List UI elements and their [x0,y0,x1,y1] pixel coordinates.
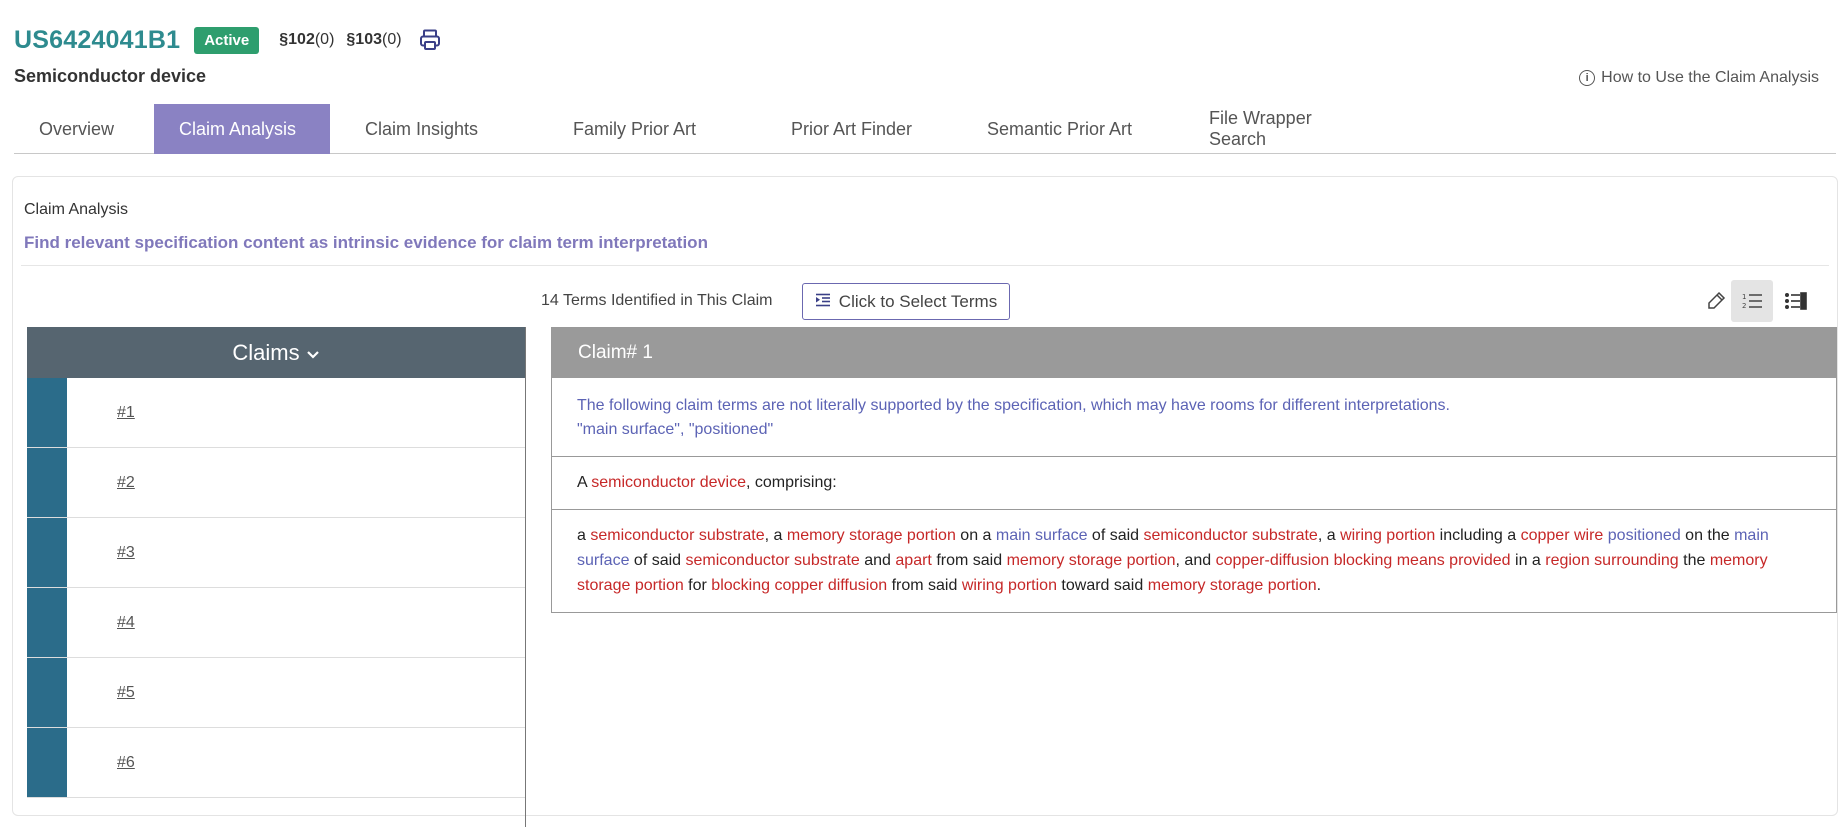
chevron-down-icon [306,340,320,366]
claim-list-item[interactable] [27,378,525,448]
claim-text: of said [1087,527,1144,544]
claim-text: , a [764,527,787,544]
claim-text: including a [1435,527,1521,544]
claim-text: . [1316,577,1322,594]
claim-preamble [552,457,1836,510]
claim-strip [27,728,67,797]
patent-id: US6424041B1 [14,25,181,54]
tab-semantic-prior-art[interactable]: Semantic Prior Art [987,118,1133,139]
claim-text: and [859,552,896,569]
claim-text: on a [955,527,996,544]
sec102-label: §102 [279,31,315,48]
claim-term[interactable]: semiconductor substrate [590,527,765,544]
claim-text: in a [1510,552,1546,569]
select-terms-label: Click to Select Terms [838,291,998,311]
patent-header [14,20,442,60]
sec102-count: (0) [314,31,335,48]
how-to-link[interactable] [1579,69,1819,87]
claim-term[interactable]: memory storage portion [1006,552,1176,569]
claim-text: from said [887,577,962,594]
claim-term[interactable]: memory storage portion [1147,577,1317,594]
claim-text: , a [1317,527,1341,544]
claim-text: toward said [1056,577,1148,594]
claim-link[interactable]: #6 [117,753,135,771]
how-to-label: How to Use the Claim Analysis [1601,69,1819,86]
sec102-indicator[interactable] [279,31,334,49]
claim-list-item[interactable] [27,588,525,658]
claim-analysis-panel [12,176,1838,816]
claims-sidebar [27,327,526,827]
claim-text: a [577,527,591,544]
claim-text: from said [931,552,1007,569]
claim-text: on the [1680,527,1735,544]
claim-term[interactable]: wiring portion [1340,527,1436,544]
claim-term[interactable]: main surface [995,527,1088,544]
tab-family-prior-art[interactable]: Family Prior Art [573,118,697,139]
claim-term[interactable]: memory storage portion [786,527,956,544]
claim-term[interactable]: main surface [577,527,1769,569]
claim-strip [27,658,67,727]
claim-term[interactable]: positioned [1607,527,1681,544]
sec103-count: (0) [382,31,402,48]
numbered-list-icon[interactable] [1731,280,1773,322]
claim-text: , and [1175,552,1216,569]
claim-term[interactable]: region surrounding [1545,552,1679,569]
unsupported-terms-note [552,378,1836,457]
claim-link[interactable]: #5 [117,683,135,701]
patent-title: Semiconductor device [14,66,207,86]
tab-claim-insights[interactable]: Claim Insights [365,118,479,139]
claim-term[interactable]: blocking copper diffusion [711,577,888,594]
svg-text:1: 1 [1742,293,1747,301]
claims-dropdown[interactable] [27,327,525,378]
select-terms-button[interactable] [802,283,1010,320]
panel-subtitle: Find relevant specification content as intrinsic evidence for claim term interpretation [24,233,708,252]
select-terms-icon [815,292,831,312]
claim-text: A [577,474,592,491]
claim-term[interactable]: semiconductor substrate [1143,527,1318,544]
claim-link[interactable]: #2 [117,473,135,491]
status-badge: Active [194,27,259,54]
tab-prior-art-finder[interactable]: Prior Art Finder [791,118,913,139]
claim-term[interactable]: apart [895,552,932,569]
bulleted-list-icon[interactable] [1775,280,1817,322]
unsupported-note-text: The following claim terms are not literally supported by the specification, which may have rooms for different interpretations. [577,397,1450,414]
tab-bar [14,104,1836,154]
claim-strip [27,588,67,657]
unsupported-terms-list: "main surface", "positioned" [577,421,774,438]
claim-link[interactable]: #3 [117,543,135,561]
claim-list-item[interactable] [27,518,525,588]
claim-text: of said [629,552,686,569]
claim-term[interactable]: copper-diffusion blocking means provided [1215,552,1511,569]
claim-strip [27,378,67,447]
tab-claim-analysis[interactable]: Claim Analysis [154,104,330,154]
claim-text: , comprising: [745,474,837,491]
svg-text:2: 2 [1742,302,1747,310]
panel-divider [21,265,1829,266]
claim-link[interactable]: #4 [117,613,135,631]
sec103-indicator[interactable] [346,31,401,49]
panel-title: Claim Analysis [24,201,129,218]
sec103-label: §103 [346,31,382,48]
claim-text: for [683,577,712,594]
print-icon[interactable] [418,28,442,52]
claim-list-item[interactable] [27,728,525,798]
claim-term[interactable]: semiconductor device [591,474,746,491]
info-icon: i [1579,70,1595,86]
claim-term[interactable]: copper wire [1520,527,1604,544]
terms-count: 14 Terms Identified in This Claim [541,292,773,309]
claim-term[interactable]: wiring portion [961,577,1057,594]
tab-file-wrapper-search[interactable]: File Wrapper Search [1209,108,1312,149]
claim-body [552,510,1836,612]
claim-strip [27,448,67,517]
claims-header-label: Claims [232,339,300,365]
claim-heading: Claim# 1 [552,328,1836,378]
tab-overview[interactable]: Overview [39,118,115,139]
claim-list-item[interactable] [27,448,525,518]
claim-link[interactable]: #1 [117,403,135,421]
claim-text: the [1678,552,1710,569]
claim-term[interactable]: semiconductor substrate [685,552,860,569]
claim-detail [551,327,1837,613]
claim-list-item[interactable] [27,658,525,728]
claim-strip [27,518,67,587]
claim-term[interactable]: memory storage portion [577,552,1768,594]
